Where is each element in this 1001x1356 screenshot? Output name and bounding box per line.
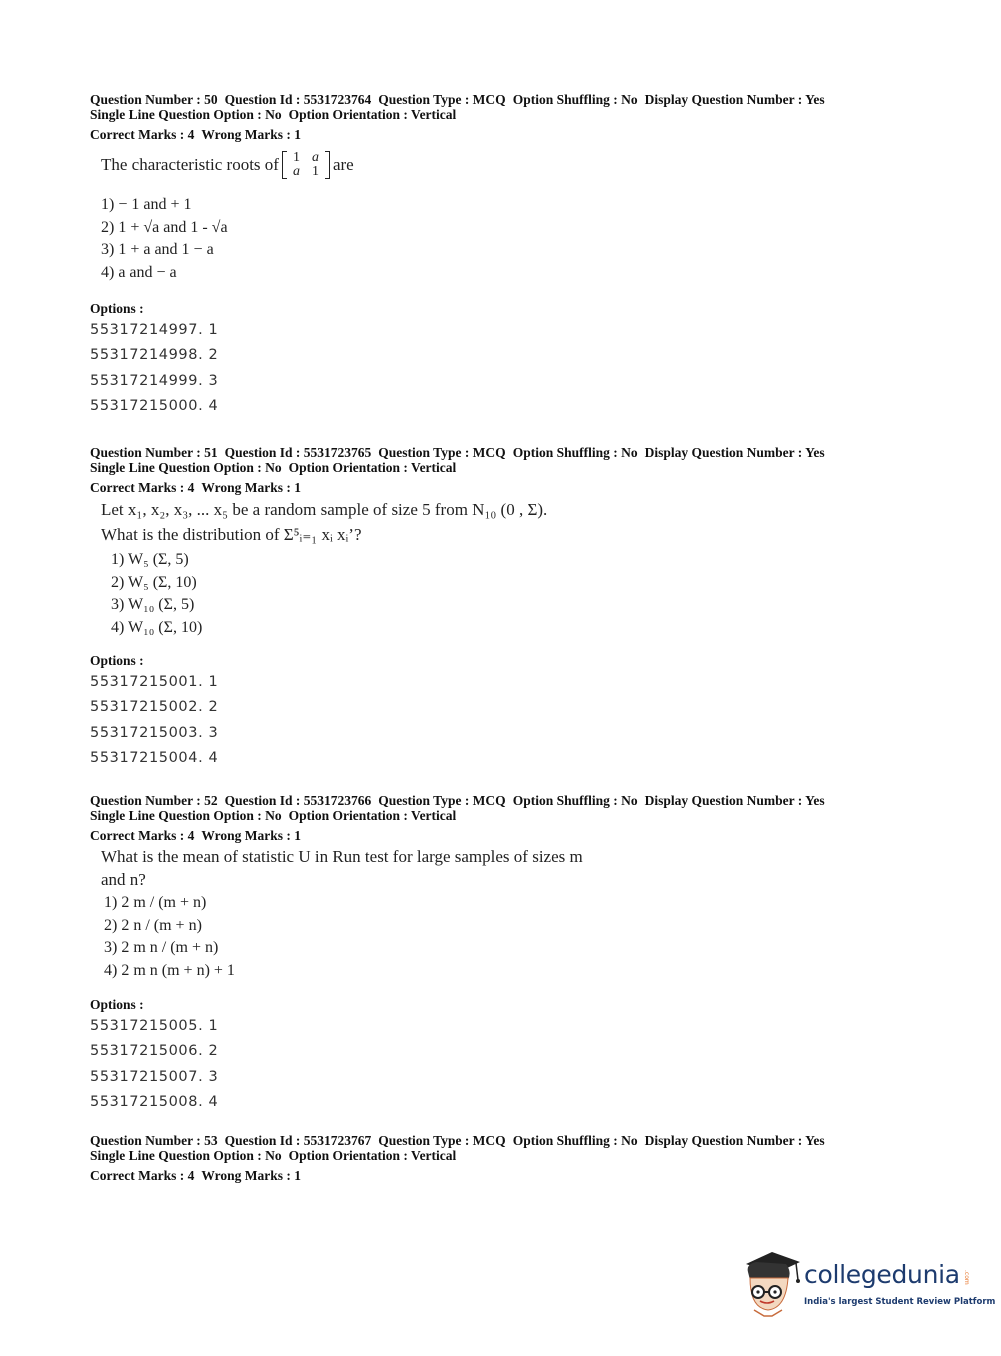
question-header-line2: Single Line Question Option : No Option Orientation : Vertical — [90, 107, 457, 122]
question-header: Question Number : 50 Question Id : 5531723764 Question Type : MCQ Option Shuffling : No Display Question Number : Yes — [90, 92, 825, 107]
question-53 — [90, 1133, 910, 1183]
question-header-line2: Single Line Question Option : No Option Orientation : Vertical — [90, 808, 457, 823]
choice-item: 4) W₁₀ (Σ, 10) — [111, 618, 203, 636]
marks-line: Correct Marks : 4 Wrong Marks : 1 — [90, 828, 301, 843]
choice-item: 3) W₁₀ (Σ, 5) — [111, 596, 195, 613]
question-header-line2: Single Line Question Option : No Option Orientation : Vertical — [90, 460, 457, 475]
question-51 — [90, 445, 910, 772]
choice-item: 2) 1 + √a and 1 - √a — [101, 218, 228, 236]
marks-line: Correct Marks : 4 Wrong Marks : 1 — [90, 1168, 301, 1183]
choice-item: 1) 2 m / (m + n) — [104, 894, 207, 911]
option-id: 55317214999. 3 — [90, 372, 219, 389]
collegedunia-logo[interactable] — [742, 1250, 996, 1320]
question-text: The characteristic roots of 1 a a 1 are — [101, 150, 354, 179]
question-header: Question Number : 51 Question Id : 5531723765 Question Type : MCQ Option Shuffling : No Display Question Number : Yes — [90, 445, 825, 460]
options-list — [90, 1014, 910, 1116]
choice-item: 1) − 1 and + 1 — [101, 196, 192, 213]
marks-line: Correct Marks : 4 Wrong Marks : 1 — [90, 480, 301, 495]
choice-list — [104, 892, 910, 982]
choice-item: 3) 2 m n / (m + n) — [104, 939, 219, 956]
choice-item: 3) 1 + a and 1 − a — [101, 241, 214, 258]
options-list — [90, 318, 910, 420]
options-label: Options : — [90, 997, 144, 1012]
option-id: 55317215004. 4 — [90, 750, 219, 767]
options-list — [90, 670, 910, 772]
question-52 — [90, 793, 910, 1116]
question-header: Question Number : 52 Question Id : 5531723766 Question Type : MCQ Option Shuffling : No Display Question Number : Yes — [90, 793, 825, 808]
choice-item: 4) a and − a — [101, 263, 177, 281]
choice-item: 2) W₅ (Σ, 10) — [111, 573, 197, 591]
question-50 — [90, 92, 910, 420]
option-id: 55317215000. 4 — [90, 398, 219, 415]
option-id: 55317215002. 2 — [90, 699, 219, 716]
logo-text: collegedunia — [804, 1260, 960, 1289]
question-text: What is the mean of statistic U in Run test for large samples of sizes m and n? — [101, 847, 583, 889]
option-id: 55317215001. 1 — [90, 674, 219, 690]
logo-suffix: .com — [963, 1270, 970, 1285]
question-header: Question Number : 53 Question Id : 5531723767 Question Type : MCQ Option Shuffling : No Display Question Number : Yes — [90, 1133, 825, 1148]
marks-line: Correct Marks : 4 Wrong Marks : 1 — [90, 127, 301, 142]
option-id: 55317215003. 3 — [90, 724, 219, 741]
option-id: 55317215007. 3 — [90, 1068, 219, 1085]
option-id: 55317215005. 1 — [90, 1018, 219, 1034]
choice-item: 1) W₅ (Σ, 5) — [111, 551, 189, 568]
choice-list — [101, 194, 910, 284]
mascot-icon — [742, 1250, 804, 1320]
option-id: 55317215006. 2 — [90, 1043, 219, 1060]
question-text: Let x₁, x₂, x₃, ... x₅ be a random sample of size 5 from N₁₀ (0 , Σ). What is the distribution of Σ⁵ᵢ₌₁ xᵢ xᵢ’? — [101, 500, 548, 544]
option-id: 55317214997. 1 — [90, 322, 219, 338]
choice-item: 2) 2 n / (m + n) — [104, 916, 202, 934]
options-label: Options : — [90, 653, 144, 668]
choice-list — [111, 549, 910, 639]
logo-tagline: India's largest Student Review Platform — [804, 1297, 996, 1307]
options-label: Options : — [90, 301, 144, 316]
question-header-line2: Single Line Question Option : No Option Orientation : Vertical — [90, 1148, 457, 1163]
choice-item: 4) 2 m n (m + n) + 1 — [104, 961, 235, 979]
option-id: 55317214998. 2 — [90, 347, 219, 364]
option-id: 55317215008. 4 — [90, 1094, 219, 1111]
matrix: 1 a a 1 — [282, 151, 330, 179]
